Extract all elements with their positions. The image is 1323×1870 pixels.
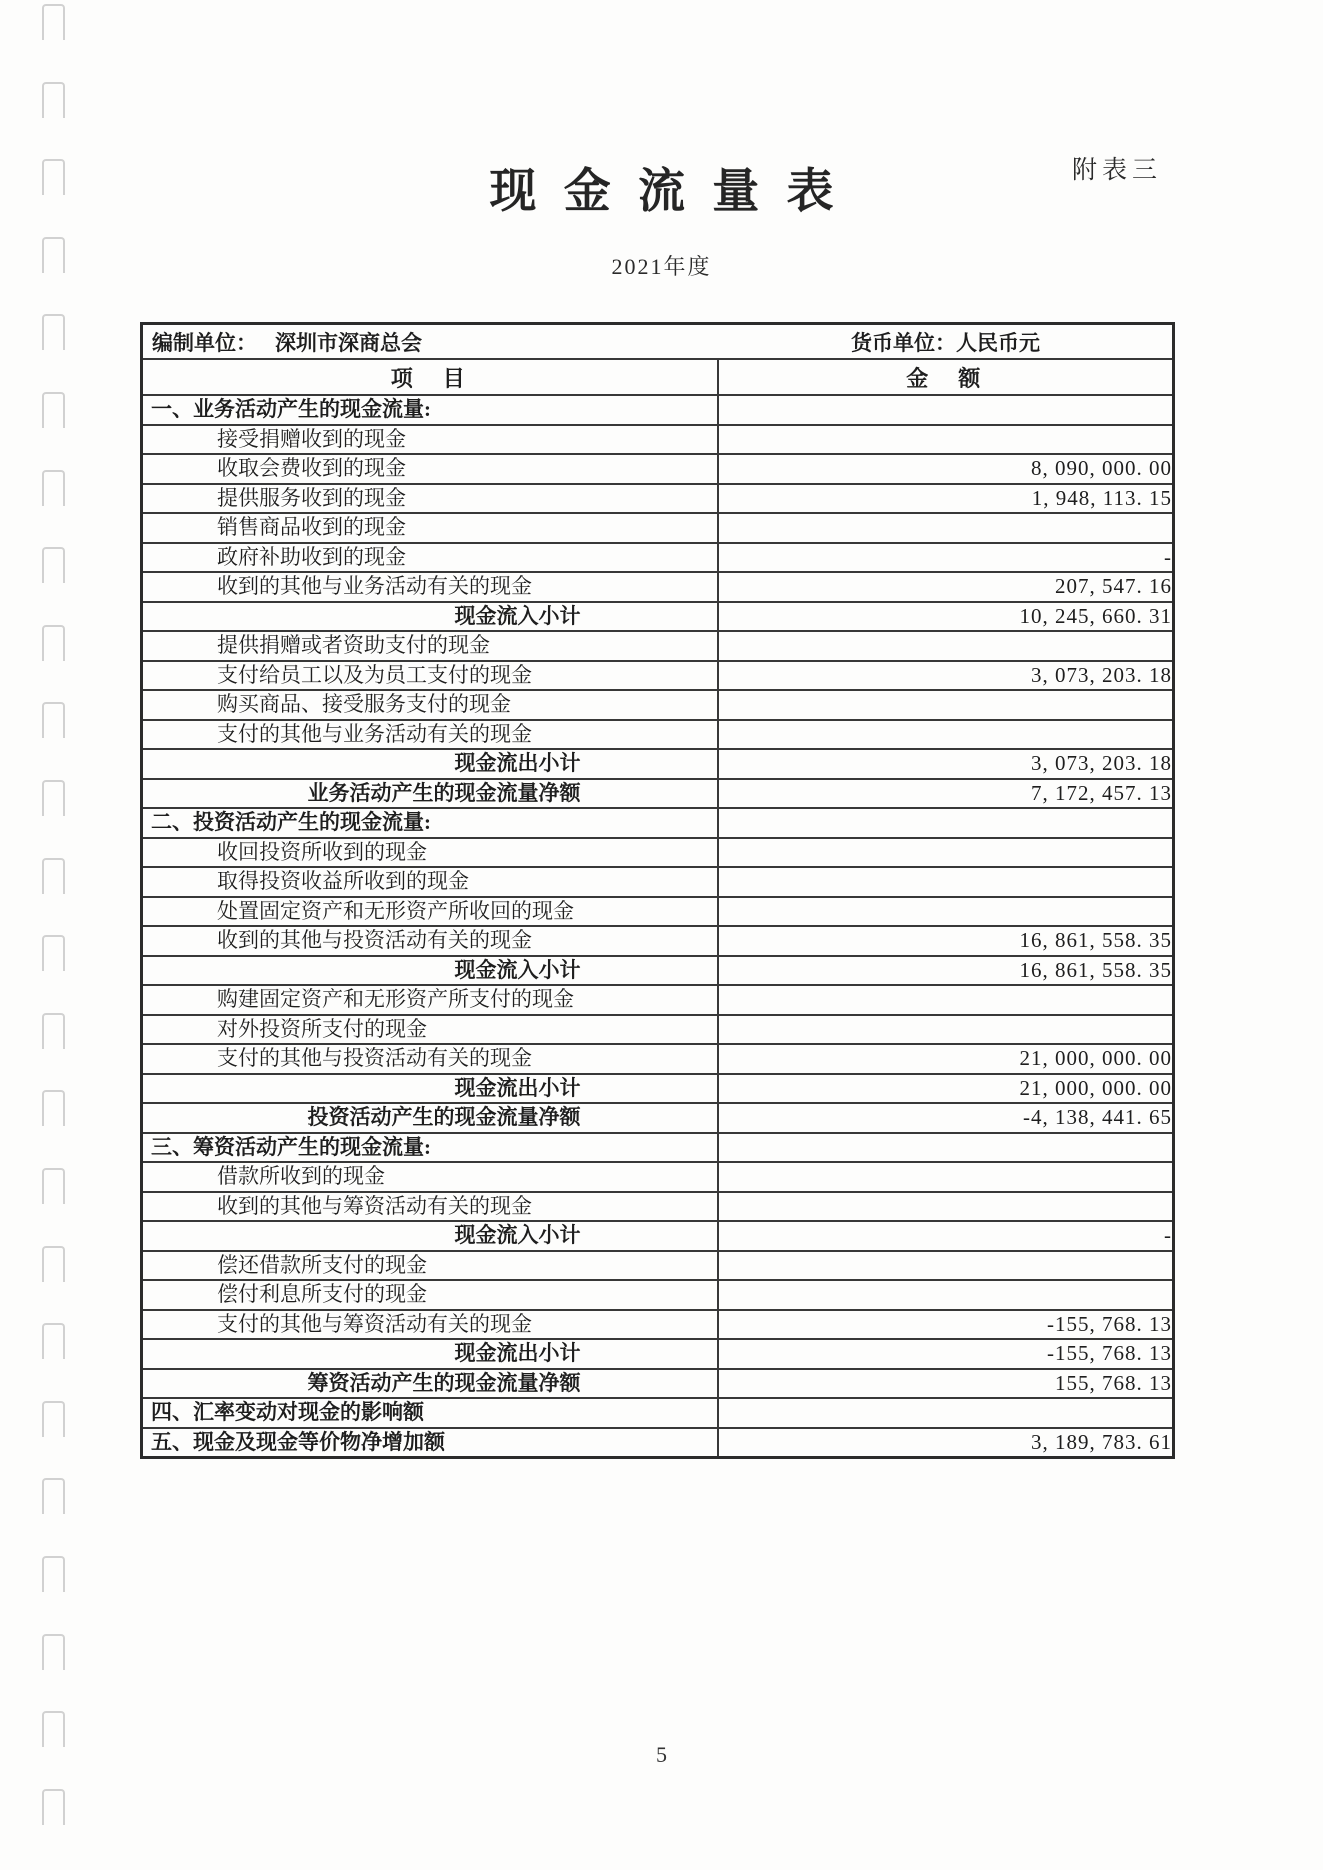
binder-hole-mark: [42, 159, 65, 195]
item-cell: 对外投资所支付的现金: [142, 1015, 718, 1045]
table-row: [142, 956, 1174, 986]
document-title: 现金流量表: [489, 166, 861, 218]
item-cell: 现金流入小计: [142, 956, 718, 986]
amount-cell: [718, 425, 1174, 455]
amount-cell: [718, 1192, 1174, 1222]
amount-cell: [718, 808, 1174, 838]
table-row: [142, 867, 1174, 897]
table-row: [142, 1221, 1174, 1251]
table-row: [142, 1369, 1174, 1399]
meta-cell: [142, 324, 1174, 360]
item-cell: 现金流出小计: [142, 1339, 718, 1369]
binder-hole-mark: [42, 1401, 65, 1437]
table-row: [142, 1044, 1174, 1074]
amount-cell: [718, 395, 1174, 425]
amount-cell: [718, 690, 1174, 720]
table-row: [142, 543, 1174, 573]
item-cell: 二、投资活动产生的现金流量:: [142, 808, 718, 838]
table-row: [142, 690, 1174, 720]
table-row: [142, 425, 1174, 455]
item-cell: 四、汇率变动对现金的影响额: [142, 1398, 718, 1428]
item-cell: 销售商品收到的现金: [142, 513, 718, 543]
amount-cell: 3, 189, 783. 61: [718, 1428, 1174, 1458]
table-row: [142, 779, 1174, 809]
amount-cell: [718, 631, 1174, 661]
item-cell: 收到的其他与投资活动有关的现金: [142, 926, 718, 956]
column-header-amount: 金 额: [718, 359, 1174, 395]
table-row: [142, 395, 1174, 425]
table-row: [142, 838, 1174, 868]
amount-cell: 8, 090, 000. 00: [718, 454, 1174, 484]
table-row: [142, 454, 1174, 484]
amount-cell: [718, 1015, 1174, 1045]
table-row: [142, 484, 1174, 514]
table-row: [142, 1103, 1174, 1133]
table-row: [142, 1251, 1174, 1281]
item-cell: 五、现金及现金等价物净增加额: [142, 1428, 718, 1458]
item-cell: 一、业务活动产生的现金流量:: [142, 395, 718, 425]
amount-cell: [718, 513, 1174, 543]
binder-hole-mark: [42, 1323, 65, 1359]
item-cell: 借款所收到的现金: [142, 1162, 718, 1192]
table-meta-row: [142, 324, 1174, 360]
binder-hole-mark: [42, 547, 65, 583]
amount-cell: 1, 948, 113. 15: [718, 484, 1174, 514]
binder-hole-mark: [42, 935, 65, 971]
amount-cell: [718, 867, 1174, 897]
table-row: [142, 661, 1174, 691]
binder-hole-mark: [42, 1478, 65, 1514]
item-cell: 投资活动产生的现金流量净额: [142, 1103, 718, 1133]
table-row: [142, 1162, 1174, 1192]
item-cell: 处置固定资产和无形资产所收回的现金: [142, 897, 718, 927]
currency-unit-label: 货币单位：: [851, 330, 956, 355]
amount-cell: 207, 547. 16: [718, 572, 1174, 602]
amount-cell: [718, 1162, 1174, 1192]
currency-unit-value: 人民币元: [956, 330, 1040, 355]
binder-hole-mark: [42, 314, 65, 350]
amount-cell: 21, 000, 000. 00: [718, 1044, 1174, 1074]
table-row: [142, 1428, 1174, 1458]
table-row: [142, 1074, 1174, 1104]
item-cell: 政府补助收到的现金: [142, 543, 718, 573]
binder-hole-mark: [42, 1090, 65, 1126]
amount-cell: 3, 073, 203. 18: [718, 749, 1174, 779]
binder-hole-mark: [42, 1634, 65, 1670]
binder-hole-mark: [42, 470, 65, 506]
amount-cell: [718, 1133, 1174, 1163]
item-cell: 偿付利息所支付的现金: [142, 1280, 718, 1310]
binder-hole-mark: [42, 1556, 65, 1592]
binder-hole-mark: [42, 858, 65, 894]
amount-cell: -155, 768. 13: [718, 1339, 1174, 1369]
table-row: [142, 926, 1174, 956]
table-row: [142, 602, 1174, 632]
item-cell: 提供服务收到的现金: [142, 484, 718, 514]
item-cell: 筹资活动产生的现金流量净额: [142, 1369, 718, 1399]
amount-cell: 21, 000, 000. 00: [718, 1074, 1174, 1104]
amount-cell: 10, 245, 660. 31: [718, 602, 1174, 632]
binder-hole-mark: [42, 1013, 65, 1049]
binder-hole-mark: [42, 625, 65, 661]
item-cell: 支付给员工以及为员工支付的现金: [142, 661, 718, 691]
item-cell: 取得投资收益所收到的现金: [142, 867, 718, 897]
item-cell: 三、筹资活动产生的现金流量:: [142, 1133, 718, 1163]
binder-hole-mark: [42, 4, 65, 40]
amount-cell: 16, 861, 558. 35: [718, 926, 1174, 956]
currency-unit: [851, 327, 1040, 357]
table-row: [142, 1015, 1174, 1045]
prepared-by-value: 深圳市深商总会: [275, 330, 422, 355]
binder-hole-mark: [42, 1168, 65, 1204]
amount-cell: -155, 768. 13: [718, 1310, 1174, 1340]
item-cell: 接受捐赠收到的现金: [142, 425, 718, 455]
item-cell: 收取会费收到的现金: [142, 454, 718, 484]
binder-hole-mark: [42, 392, 65, 428]
amount-cell: -: [718, 1221, 1174, 1251]
amount-cell: [718, 985, 1174, 1015]
amount-cell: [718, 897, 1174, 927]
table-row: [142, 985, 1174, 1015]
attachment-number-label: 附表三: [1072, 157, 1163, 184]
table-row: [142, 513, 1174, 543]
item-cell: 支付的其他与投资活动有关的现金: [142, 1044, 718, 1074]
table-row: [142, 631, 1174, 661]
cashflow-table: [140, 322, 1175, 1459]
table-row: [142, 1133, 1174, 1163]
amount-cell: [718, 838, 1174, 868]
table-row: [142, 808, 1174, 838]
amount-cell: 155, 768. 13: [718, 1369, 1174, 1399]
column-header-item: 项 目: [142, 359, 718, 395]
table-header-row: [142, 359, 1174, 395]
amount-cell: 7, 172, 457. 13: [718, 779, 1174, 809]
item-cell: 收到的其他与业务活动有关的现金: [142, 572, 718, 602]
cashflow-table-head: [142, 324, 1174, 396]
amount-cell: 16, 861, 558. 35: [718, 956, 1174, 986]
amount-cell: 3, 073, 203. 18: [718, 661, 1174, 691]
cashflow-table-body: [142, 395, 1174, 1458]
item-cell: 购买商品、接受服务支付的现金: [142, 690, 718, 720]
page-number: 5: [656, 1742, 667, 1767]
prepared-by: [152, 327, 422, 357]
document-subtitle-year: 2021年度: [611, 254, 712, 279]
binder-hole-mark: [42, 780, 65, 816]
table-row: [142, 1339, 1174, 1369]
prepared-by-label: 编制单位：: [152, 330, 257, 355]
binder-hole-mark: [42, 1789, 65, 1825]
binder-hole-mark: [42, 1711, 65, 1747]
item-cell: 现金流入小计: [142, 602, 718, 632]
table-row: [142, 720, 1174, 750]
amount-cell: [718, 1398, 1174, 1428]
table-row: [142, 1398, 1174, 1428]
amount-cell: -4, 138, 441. 65: [718, 1103, 1174, 1133]
item-cell: 购建固定资产和无形资产所支付的现金: [142, 985, 718, 1015]
table-row: [142, 572, 1174, 602]
amount-cell: [718, 1251, 1174, 1281]
item-cell: 支付的其他与筹资活动有关的现金: [142, 1310, 718, 1340]
item-cell: 现金流出小计: [142, 1074, 718, 1104]
item-cell: 现金流出小计: [142, 749, 718, 779]
table-row: [142, 897, 1174, 927]
item-cell: 收到的其他与筹资活动有关的现金: [142, 1192, 718, 1222]
item-cell: 现金流入小计: [142, 1221, 718, 1251]
table-row: [142, 749, 1174, 779]
table-row: [142, 1192, 1174, 1222]
item-cell: 支付的其他与业务活动有关的现金: [142, 720, 718, 750]
amount-cell: [718, 720, 1174, 750]
binder-hole-mark: [42, 702, 65, 738]
table-row: [142, 1280, 1174, 1310]
item-cell: 收回投资所收到的现金: [142, 838, 718, 868]
amount-cell: -: [718, 543, 1174, 573]
table-row: [142, 1310, 1174, 1340]
item-cell: 偿还借款所支付的现金: [142, 1251, 718, 1281]
item-cell: 提供捐赠或者资助支付的现金: [142, 631, 718, 661]
binder-hole-mark: [42, 1246, 65, 1282]
amount-cell: [718, 1280, 1174, 1310]
binder-hole-mark: [42, 82, 65, 118]
item-cell: 业务活动产生的现金流量净额: [142, 779, 718, 809]
binder-hole-mark: [42, 237, 65, 273]
